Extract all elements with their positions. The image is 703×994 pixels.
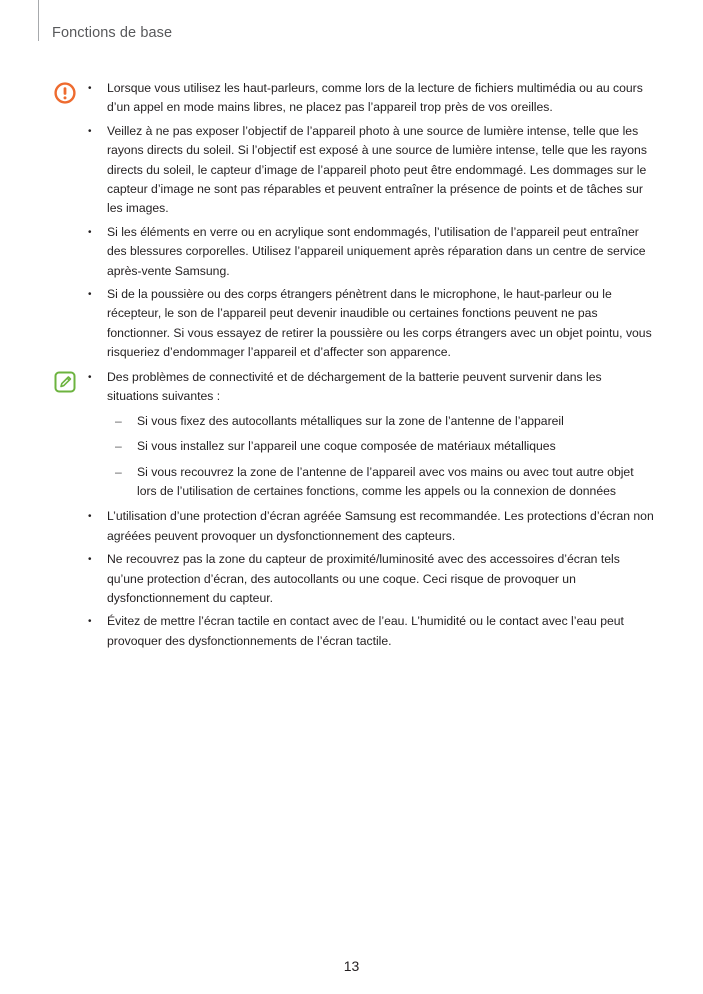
warning-item-2 [88,122,654,219]
bullet: • [88,125,92,137]
warning-list [88,79,654,367]
note-sub-item-1 [107,412,654,431]
note-list [88,368,654,655]
note-sub-item-2 [107,437,654,456]
note-sub-item-text: Si vous fixez des autocollants métalliques sur la zone de l’antenne de l’appareil [137,413,564,428]
warning-item-3 [88,223,654,281]
section-title: Fonctions de base [52,25,173,41]
bullet: • [88,372,92,383]
dash: – [115,464,122,479]
note-item-4 [88,612,654,651]
warning-item-text: Lorsque vous utilisez les haut-parleurs, comme lors de la lecture de fichiers multimédia ou au cours d’un appel en mode mains libres, ne placez pas l’appareil trop près de vos oreilles. [107,81,643,115]
note-item-text: Ne recouvrez pas la zone du capteur de proximité/luminosité avec des accessoires d’écran tels qu’une protection d’écran, des autocollants ou une coque. Ceci risque de provoquer un dysfonctionnement du capteur. [107,552,620,606]
bullet: • [88,616,92,628]
note-item-2 [88,507,654,546]
pencil-note-icon [54,371,76,393]
note-intro-text: Des problèmes de connectivité et de déchargement de la batterie peuvent survenir dans les situations suivantes : [107,370,602,404]
dash: – [115,413,122,428]
page-number: 13 [343,958,360,974]
note-sub-item-3 [107,463,654,502]
bullet: • [88,226,92,238]
bullet: • [88,83,92,94]
bullet: • [88,511,92,523]
warning-item-text: Veillez à ne pas exposer l’objectif de l’appareil photo à une source de lumière intense, telle que les rayons directs du soleil. Si l’objectif est exposé à une source de lumière intense, telle que les rayons directs du soleil, le capteur d’image de l’appareil photo peut être endommagé. Les dommages sur le capteur d’image ne sont pas réparables et peuvent entraîner la présence de points et de tâches sur les images. [107,123,647,216]
note-item-connectivity [88,368,654,501]
note-sub-item-text: Si vous recouvrez la zone de l’antenne de l’appareil avec vos mains ou avec tout autre objet lors de l’utilisation de certaines fonctions, comme les appels ou la connexion de données [137,464,634,499]
note-sub-list [107,412,654,502]
note-item-text: Évitez de mettre l’écran tactile en contact avec de l’eau. L’humidité ou le contact avec l’eau peut provoquer des dysfonctionnements de l’écran tactile. [107,614,624,648]
dash: – [115,439,122,454]
exclamation-circle-icon [54,82,76,104]
note-item-3 [88,550,654,608]
warning-item-text: Si de la poussière ou des corps étrangers pénètrent dans le microphone, le haut-parleur ou le récepteur, le son de l’appareil peut devenir inaudible ou certaines fonctions peuvent ne pas fonctionner. Si vous essayez de retirer la poussière ou les corps étrangers avec un objet pointu, vous risqueriez d’endommager l’appareil et d’affecter son apparence. [107,287,652,360]
warning-item-1 [88,79,654,118]
warning-item-text: Si les éléments en verre ou en acrylique sont endommagés, l’utilisation de l’appareil peut entraîner des blessures corporelles. Utilisez l’appareil uniquement après réparation dans un centre de service après-vente Samsung. [107,224,646,278]
bullet: • [88,554,92,566]
warning-item-4 [88,285,654,363]
bullet: • [88,289,92,301]
header-divider [38,0,39,41]
note-sub-item-text: Si vous installez sur l’appareil une coque composée de matériaux métalliques [137,439,556,454]
note-item-text: L’utilisation d’une protection d’écran agréée Samsung est recommandée. Les protections d’écran non agréées peuvent provoquer un dysfonctionnement des capteurs. [107,509,654,543]
